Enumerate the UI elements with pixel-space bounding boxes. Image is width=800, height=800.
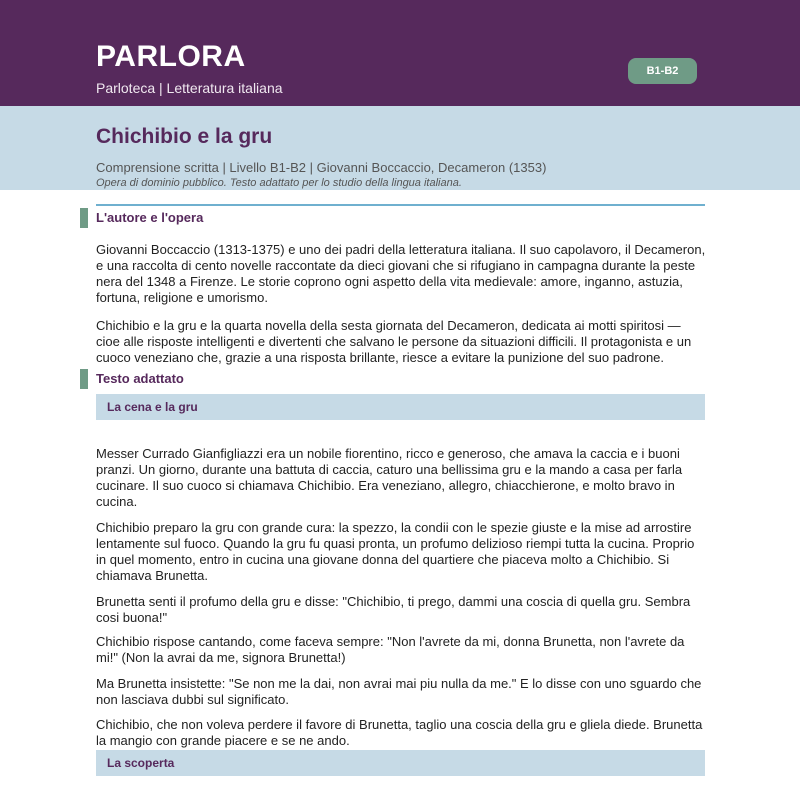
subsection-heading	[96, 394, 705, 420]
paragraph: Messer Currado Gianfigliazzi era un nobile fiorentino, ricco e generoso, che amava la caccia e i buoni pranzi. Un giorno, durante una battuta di caccia, caturo una bellissima gru e la mando a casa per farla cucinare. Il suo cuoco si chiamava Chichibio. Era veneziano, allegro, chiacchierone, e molto bravo in cucina.	[96, 446, 683, 509]
paragraph: Ma Brunetta insistette: "Se non me la dai, non avrai mai piu nulla da me." E lo disse con uno sguardo che non lasciava dubbi sul significato.	[96, 676, 702, 707]
section-heading-text	[80, 369, 705, 389]
page-title: Chichibio e la gru	[96, 125, 273, 148]
section-heading-label: L'autore e l'opera	[96, 210, 204, 225]
breadcrumb: Parloteca | Letteratura italiana	[96, 80, 283, 96]
subsection-heading-label: La scoperta	[107, 756, 175, 770]
brand-logo-text[interactable]: PARLORA	[96, 40, 246, 73]
section-marker	[80, 369, 88, 389]
paragraph: Brunetta senti il profumo della gru e disse: "Chichibio, ti prego, dammi una coscia di quella gru. Sembra cosi buona!"	[96, 594, 691, 625]
level-badge: B1-B2	[628, 58, 697, 84]
subsection-heading	[96, 750, 705, 776]
paragraph: Chichibio rispose cantando, come faceva sempre: "Non l'avrete da mi, donna Brunetta, non l'avrete da mi!" (Non la avrai da me, signora Brunetta!)	[96, 634, 685, 665]
page-meta: Comprensione scritta | Livello B1-B2 | Giovanni Boccaccio, Decameron (1353)	[96, 160, 547, 175]
paragraph: Chichibio preparo la gru con grande cura: la spezzo, la condii con le spezie giuste e la mise ad arrostire lentamente sul fuoco. Quando la gru fu quasi pronta, un profumo delizioso riempi tutta la cucina. Proprio in quel momento, entro in cucina una giovane donna del quartiere che piaceva molto a Chichibio. Si chiamava Brunetta.	[96, 520, 695, 583]
section-marker	[80, 208, 88, 228]
paragraph: Chichibio, che non voleva perdere il favore di Brunetta, taglio una coscia della gru e gliela diede. Brunetta la mangio con grande piacere e se ne ando.	[96, 717, 703, 748]
subsection-heading-label: La cena e la gru	[107, 400, 198, 414]
section-heading-label: Testo adattato	[96, 371, 184, 386]
paragraph: Chichibio e la gru e la quarta novella della sesta giornata del Decameron, dedicata ai motti spiritosi — cioe alle risposte intelligenti e divertenti che salvano le persone da situazioni difficili. Il protagonista e un cuoco veneziano che, grazie a una risposta brillante, riesce a evitare la punizione del suo padrone.	[96, 318, 692, 365]
license-note: Opera di dominio pubblico. Testo adattato per lo studio della lingua italiana.	[96, 177, 462, 189]
section-heading-author	[80, 208, 705, 228]
divider	[96, 204, 705, 206]
paragraph: Giovanni Boccaccio (1313-1375) e uno dei padri della letteratura italiana. Il suo capolavoro, il Decameron, e una raccolta di cento novelle raccontate da dieci giovani che si rifugiano in campagna durante la peste nera del 1348 a Firenze. Le storie coprono ogni aspetto della vita medievale: amore, inganno, astuzia, fortuna, religione e umorismo.	[96, 242, 706, 305]
